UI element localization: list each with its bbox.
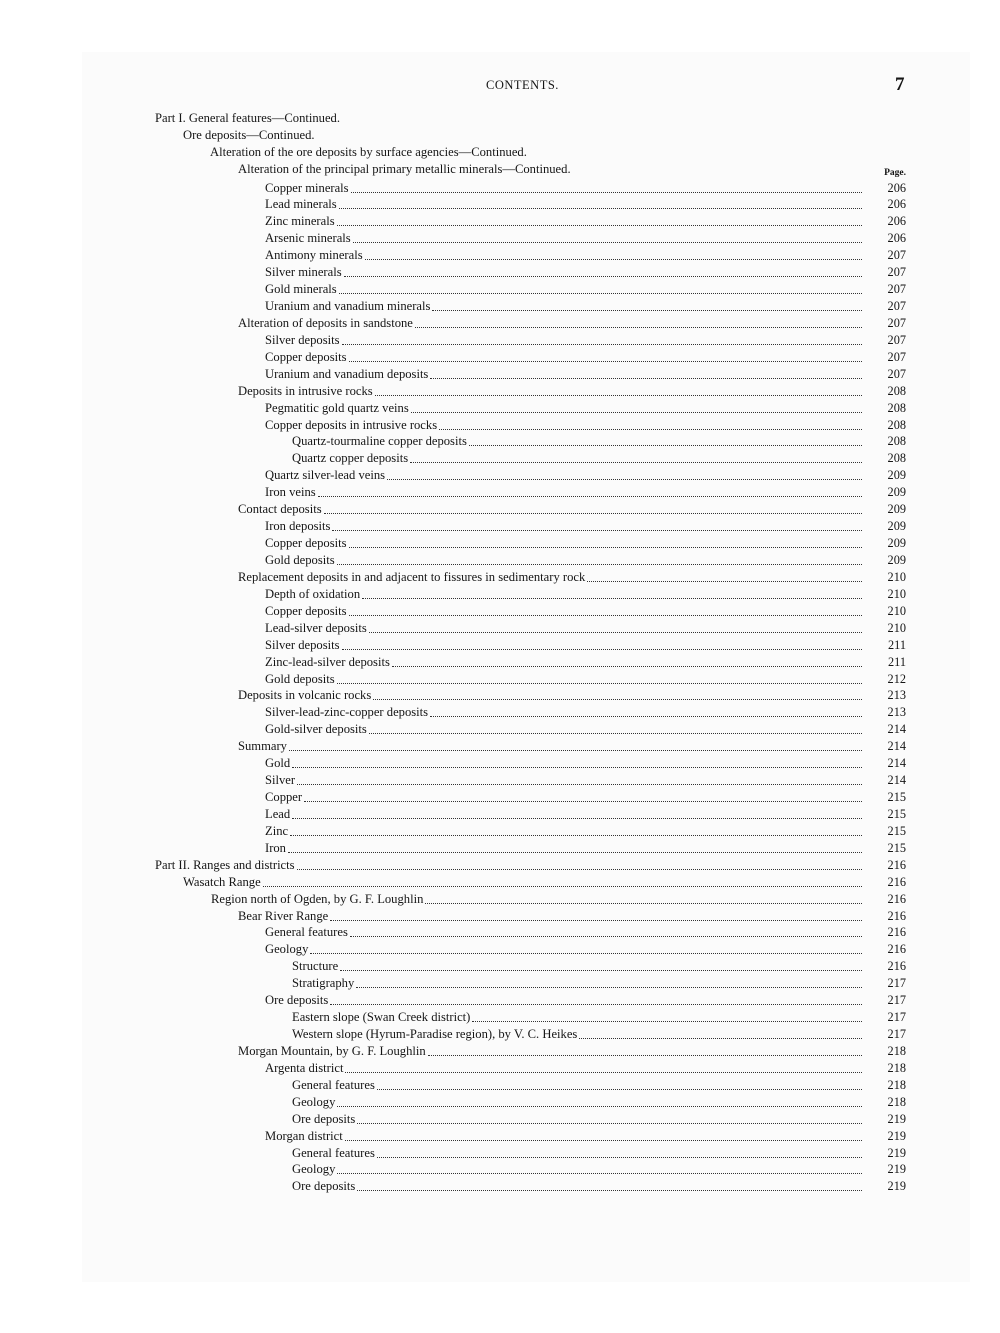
toc-entry-page: 218 xyxy=(887,1043,906,1058)
dot-leader xyxy=(428,1043,862,1056)
toc-entry-title: Ore deposits xyxy=(265,993,329,1008)
toc-entry xyxy=(265,772,906,789)
toc-entry-page: 208 xyxy=(887,383,906,398)
dot-leader xyxy=(330,908,862,921)
dot-leader xyxy=(415,315,862,328)
toc-entry-page: 212 xyxy=(887,671,906,686)
toc-entry-title: Geology xyxy=(292,1094,336,1109)
toc-entry xyxy=(238,1043,906,1060)
toc-entry xyxy=(211,891,906,908)
toc-entry-title: Silver xyxy=(265,773,296,787)
toc-entry xyxy=(265,332,906,349)
toc-entry-title: Quartz silver-lead veins xyxy=(265,468,386,483)
toc-entry-page: 218 xyxy=(887,1077,906,1092)
toc-entry-page: 216 xyxy=(887,942,906,957)
toc-entry-page: 216 xyxy=(887,959,906,974)
toc-entry xyxy=(265,484,906,501)
toc-entry-page: 206 xyxy=(887,197,906,212)
toc-entry-page: 210 xyxy=(887,586,906,601)
toc-entry xyxy=(292,975,906,992)
toc-entry xyxy=(238,687,906,704)
toc-entry-title: Arsenic minerals xyxy=(265,231,351,246)
toc-entry xyxy=(292,1077,906,1094)
toc-entry xyxy=(265,704,906,721)
toc-entry-title: Silver minerals xyxy=(265,265,342,280)
dot-leader xyxy=(392,654,862,667)
dot-leader xyxy=(337,1161,862,1174)
toc-entry-page: 210 xyxy=(887,620,906,635)
dot-leader xyxy=(332,518,862,531)
toc-entry xyxy=(238,315,906,332)
dot-leader xyxy=(324,501,862,514)
dot-leader xyxy=(340,958,862,971)
toc-entry-page: 219 xyxy=(887,1111,906,1126)
toc-entry-page: 216 xyxy=(887,857,906,872)
toc-entry xyxy=(265,230,906,247)
toc-entry xyxy=(265,823,906,840)
toc-entry xyxy=(265,400,906,417)
toc-entry-page: 207 xyxy=(887,265,906,280)
dot-leader xyxy=(330,992,862,1005)
toc-entry xyxy=(292,1161,906,1178)
dot-leader xyxy=(425,891,862,904)
toc-entry-title: Alteration of deposits in sandstone xyxy=(238,315,413,330)
dot-leader xyxy=(439,417,862,430)
dot-leader xyxy=(345,1128,862,1141)
toc-entry-page: 216 xyxy=(887,874,906,889)
dot-leader xyxy=(377,1145,862,1158)
toc-entry-page: 209 xyxy=(887,553,906,567)
toc-entry xyxy=(265,281,906,298)
toc-entry-page: 214 xyxy=(887,756,906,771)
toc-entry-page: 219 xyxy=(887,1128,906,1143)
toc-entry-page: 209 xyxy=(887,502,906,517)
toc-entry xyxy=(265,941,906,958)
toc-entry-page: 206 xyxy=(887,231,906,246)
toc-entry-page: 207 xyxy=(887,248,906,263)
toc-entry-title: Copper minerals xyxy=(265,180,349,195)
toc-entry-title: Wasatch Range xyxy=(183,874,261,889)
toc-entry-page: 207 xyxy=(887,299,906,313)
toc-entry-title: Zinc-lead-silver deposits xyxy=(265,654,390,669)
dot-leader xyxy=(337,552,862,565)
dot-leader xyxy=(587,569,862,582)
toc-entry xyxy=(265,721,906,738)
toc-entry-title: Gold deposits xyxy=(265,671,335,686)
toc-entry xyxy=(265,417,906,434)
dot-leader xyxy=(357,1178,862,1191)
toc-entry-title: Argenta district xyxy=(265,1060,344,1075)
toc-entry-page: 213 xyxy=(887,688,906,703)
toc-entry-title: Morgan district xyxy=(265,1128,343,1143)
toc-entry-page: 217 xyxy=(887,1010,906,1025)
toc-entry-page: 213 xyxy=(887,705,906,720)
toc-entry xyxy=(265,603,906,620)
toc-entry-page: 218 xyxy=(887,1060,906,1075)
toc-entry xyxy=(265,366,906,383)
running-head xyxy=(0,74,1000,98)
toc-entry xyxy=(265,1128,906,1145)
toc-entry-page: 214 xyxy=(887,773,906,787)
toc-entry-title: Ore deposits xyxy=(292,1111,356,1126)
toc-entry xyxy=(183,874,906,891)
toc-entry-title: Zinc xyxy=(265,823,289,838)
toc-entry-title: Western slope (Hyrum-Paradise region), by V. C. Heikes xyxy=(292,1027,578,1041)
dot-leader xyxy=(373,687,862,700)
toc-entry-title: Lead-silver deposits xyxy=(265,620,367,635)
toc-entry-title: Antimony minerals xyxy=(265,248,363,263)
dot-leader xyxy=(290,823,862,836)
dot-leader xyxy=(353,230,862,243)
dot-leader xyxy=(289,738,862,751)
dot-leader xyxy=(318,484,862,497)
toc-entry-page: 206 xyxy=(887,214,906,229)
toc-entry xyxy=(238,569,906,586)
toc-entry xyxy=(265,586,906,603)
toc-entry xyxy=(265,806,906,823)
toc-entry-page: 215 xyxy=(887,823,906,838)
dot-leader xyxy=(432,298,862,311)
dot-leader xyxy=(387,467,862,480)
toc-entry-title: Geology xyxy=(292,1162,336,1177)
toc-entry xyxy=(265,552,906,569)
toc-entry-page: 207 xyxy=(887,332,906,347)
toc-entry xyxy=(155,857,906,874)
toc-entry-title: General features xyxy=(292,1077,375,1092)
dot-leader xyxy=(342,332,862,345)
dot-leader xyxy=(310,941,862,954)
toc-entry xyxy=(265,349,906,366)
toc-entry xyxy=(238,908,906,925)
toc-entry-page: 208 xyxy=(887,451,906,466)
dot-leader xyxy=(297,772,862,785)
toc-entry-page: 211 xyxy=(888,637,906,652)
dot-leader xyxy=(292,806,862,819)
toc-entry-title: Eastern slope (Swan Creek district) xyxy=(292,1010,471,1025)
toc-entry xyxy=(265,671,906,688)
dot-leader xyxy=(411,400,862,413)
dot-leader xyxy=(357,1111,862,1124)
toc-entry xyxy=(265,180,906,197)
toc-entry xyxy=(292,450,906,467)
header-title: CONTENTS. xyxy=(486,78,559,92)
toc-entry-page: 214 xyxy=(887,739,906,754)
toc-entry-page: 209 xyxy=(887,468,906,483)
toc-entry-page: 207 xyxy=(887,315,906,330)
dot-leader xyxy=(350,924,862,937)
toc-entry-page: 208 xyxy=(887,434,906,449)
dot-leader xyxy=(410,450,862,463)
toc-entry-title: Contact deposits xyxy=(238,502,322,517)
toc-entry-title: Uranium and vanadium minerals xyxy=(265,299,431,313)
dot-leader xyxy=(375,383,862,396)
toc-entry xyxy=(292,1026,906,1043)
toc-entry-title: Structure xyxy=(292,959,339,974)
dot-leader xyxy=(339,281,862,294)
toc-entry xyxy=(265,247,906,264)
toc-entry xyxy=(265,535,906,552)
toc-entry xyxy=(265,789,906,806)
toc-entry-page: 214 xyxy=(887,722,906,737)
dot-leader xyxy=(292,755,862,768)
toc-entry-title: Deposits in intrusive rocks xyxy=(238,383,373,398)
toc-entry-page: 209 xyxy=(887,519,906,534)
toc-entry-title: Summary xyxy=(238,739,287,754)
toc-entry-page: 207 xyxy=(887,282,906,297)
toc-entry-page: 207 xyxy=(887,366,906,381)
toc-entry-title: General features xyxy=(292,1145,375,1160)
toc-entry-title: Region north of Ogden, by G. F. Loughlin xyxy=(211,891,424,906)
dot-leader xyxy=(263,874,862,887)
toc-entry-title: Copper xyxy=(265,790,303,804)
toc-entry-title: Morgan Mountain, by G. F. Loughlin xyxy=(238,1043,426,1058)
toc-entry-title: Iron deposits xyxy=(265,519,331,534)
dot-leader xyxy=(472,1009,862,1022)
toc-entry-page: 210 xyxy=(887,569,906,584)
dot-leader xyxy=(356,975,862,988)
toc-entry-title: Copper deposits xyxy=(265,349,347,364)
toc-entry-page: 211 xyxy=(888,654,906,669)
toc-entry-title: Bear River Range xyxy=(238,908,329,923)
toc-entry-title: Quartz-tourmaline copper deposits xyxy=(292,434,467,449)
toc-entry xyxy=(292,1178,906,1195)
toc-entry-page: 216 xyxy=(887,908,906,923)
dot-leader xyxy=(288,840,862,853)
toc-entry-title: Pegmatitic gold quartz veins xyxy=(265,400,409,415)
toc-entry xyxy=(292,1009,906,1026)
continued-heading: Ore deposits—Continued. xyxy=(183,128,315,142)
toc-entry-title: Geology xyxy=(265,942,309,957)
toc-entry-page: 219 xyxy=(887,1179,906,1194)
toc-entry-page: 216 xyxy=(887,891,906,906)
toc-entry-title: Gold deposits xyxy=(265,553,335,567)
toc-entry xyxy=(238,738,906,755)
toc-entry-page: 208 xyxy=(887,417,906,432)
toc-entry-page: 209 xyxy=(887,536,906,550)
toc-entry-title: Ore deposits xyxy=(292,1179,356,1194)
toc-entry xyxy=(265,924,906,941)
dot-leader xyxy=(339,196,862,209)
dot-leader xyxy=(369,620,862,633)
dot-leader xyxy=(377,1077,862,1090)
dot-leader xyxy=(365,247,862,260)
toc-entry xyxy=(265,467,906,484)
toc-entry xyxy=(265,654,906,671)
toc-entry-title: Silver-lead-zinc-copper deposits xyxy=(265,705,429,720)
toc-entry xyxy=(265,518,906,535)
toc-entry xyxy=(265,196,906,213)
toc-entry-title: Stratigraphy xyxy=(292,976,355,991)
toc-entry-title: Silver deposits xyxy=(265,637,340,652)
dot-leader xyxy=(469,433,862,446)
toc-entry-title: Uranium and vanadium deposits xyxy=(265,366,429,381)
toc-entry-title: Gold-silver deposits xyxy=(265,722,367,737)
toc-entry-title: Iron veins xyxy=(265,485,316,500)
dot-leader xyxy=(349,349,862,362)
toc-entry-page: 217 xyxy=(887,1027,906,1041)
toc-entry-page: 207 xyxy=(887,349,906,364)
dot-leader xyxy=(430,704,862,717)
toc-entry-title: Copper deposits xyxy=(265,536,347,550)
toc-entry xyxy=(265,755,906,772)
toc-entry-title: Part II. Ranges and districts xyxy=(155,857,295,872)
toc-entry xyxy=(265,992,906,1009)
toc-entry-title: Gold xyxy=(265,756,291,771)
page-column-label: Page. xyxy=(884,168,906,178)
toc-entry xyxy=(265,264,906,281)
dot-leader xyxy=(345,1060,862,1073)
toc-entry xyxy=(265,637,906,654)
dot-leader xyxy=(337,213,862,226)
toc-entry-title: Replacement deposits in and adjacent to fissures in sedimentary rock xyxy=(238,569,586,584)
toc-entry-title: Silver deposits xyxy=(265,332,340,347)
toc-entry-page: 210 xyxy=(887,603,906,618)
toc-entry-page: 217 xyxy=(887,976,906,991)
toc-entry-page: 219 xyxy=(887,1145,906,1160)
toc-entry-title: Copper deposits in intrusive rocks xyxy=(265,417,438,432)
toc-entry-page: 219 xyxy=(887,1162,906,1177)
dot-leader xyxy=(297,857,862,870)
dot-leader xyxy=(349,603,862,616)
toc-entry-page: 216 xyxy=(887,925,906,940)
toc-entry-page: 218 xyxy=(887,1094,906,1109)
toc-entry-title: Gold minerals xyxy=(265,282,337,297)
toc-entry-title: Depth of oxidation xyxy=(265,586,361,601)
toc-entry xyxy=(292,958,906,975)
toc-entry xyxy=(292,1111,906,1128)
toc-entry-title: Copper deposits xyxy=(265,603,347,618)
continued-heading: Part I. General features—Continued. xyxy=(155,111,340,125)
toc-entry-page: 208 xyxy=(887,400,906,415)
toc-entry xyxy=(265,840,906,857)
toc-entry xyxy=(265,620,906,637)
page-number: 7 xyxy=(895,74,905,95)
continued-heading: Alteration of the ore deposits by surface agencies—Continued. xyxy=(210,145,527,159)
toc-entry xyxy=(292,433,906,450)
dot-leader xyxy=(342,637,862,650)
dot-leader xyxy=(349,535,862,548)
toc-entry xyxy=(265,1060,906,1077)
dot-leader xyxy=(362,586,862,599)
toc-entry-page: 215 xyxy=(887,840,906,855)
toc-entry-title: Lead minerals xyxy=(265,197,337,212)
toc-entry xyxy=(238,501,906,518)
toc-entry xyxy=(238,383,906,400)
toc-entry xyxy=(292,1094,906,1111)
dot-leader xyxy=(430,366,862,379)
toc-entry-page: 206 xyxy=(887,180,906,195)
toc-entry-title: Zinc minerals xyxy=(265,214,335,229)
dot-leader xyxy=(369,721,862,734)
dot-leader xyxy=(337,1094,862,1107)
dot-leader xyxy=(344,264,862,277)
toc-entry-title: General features xyxy=(265,925,348,940)
toc-entry-page: 215 xyxy=(887,806,906,821)
dot-leader xyxy=(579,1026,862,1039)
toc-entry xyxy=(292,1145,906,1162)
toc-entry-title: Quartz copper deposits xyxy=(292,451,409,466)
toc-entry-title: Lead xyxy=(265,806,291,821)
toc-entry-page: 215 xyxy=(887,790,906,804)
dot-leader xyxy=(304,789,862,802)
toc-entry xyxy=(265,213,906,230)
dot-leader xyxy=(351,180,862,193)
toc-entry xyxy=(265,298,906,315)
toc-entry-page: 209 xyxy=(887,485,906,500)
toc-entry-page: 217 xyxy=(887,993,906,1008)
toc-entry-title: Iron xyxy=(265,840,286,855)
continued-heading: Alteration of the principal primary metallic minerals—Continued. xyxy=(238,162,571,176)
toc-entry-title: Deposits in volcanic rocks xyxy=(238,688,372,703)
dot-leader xyxy=(337,671,862,684)
